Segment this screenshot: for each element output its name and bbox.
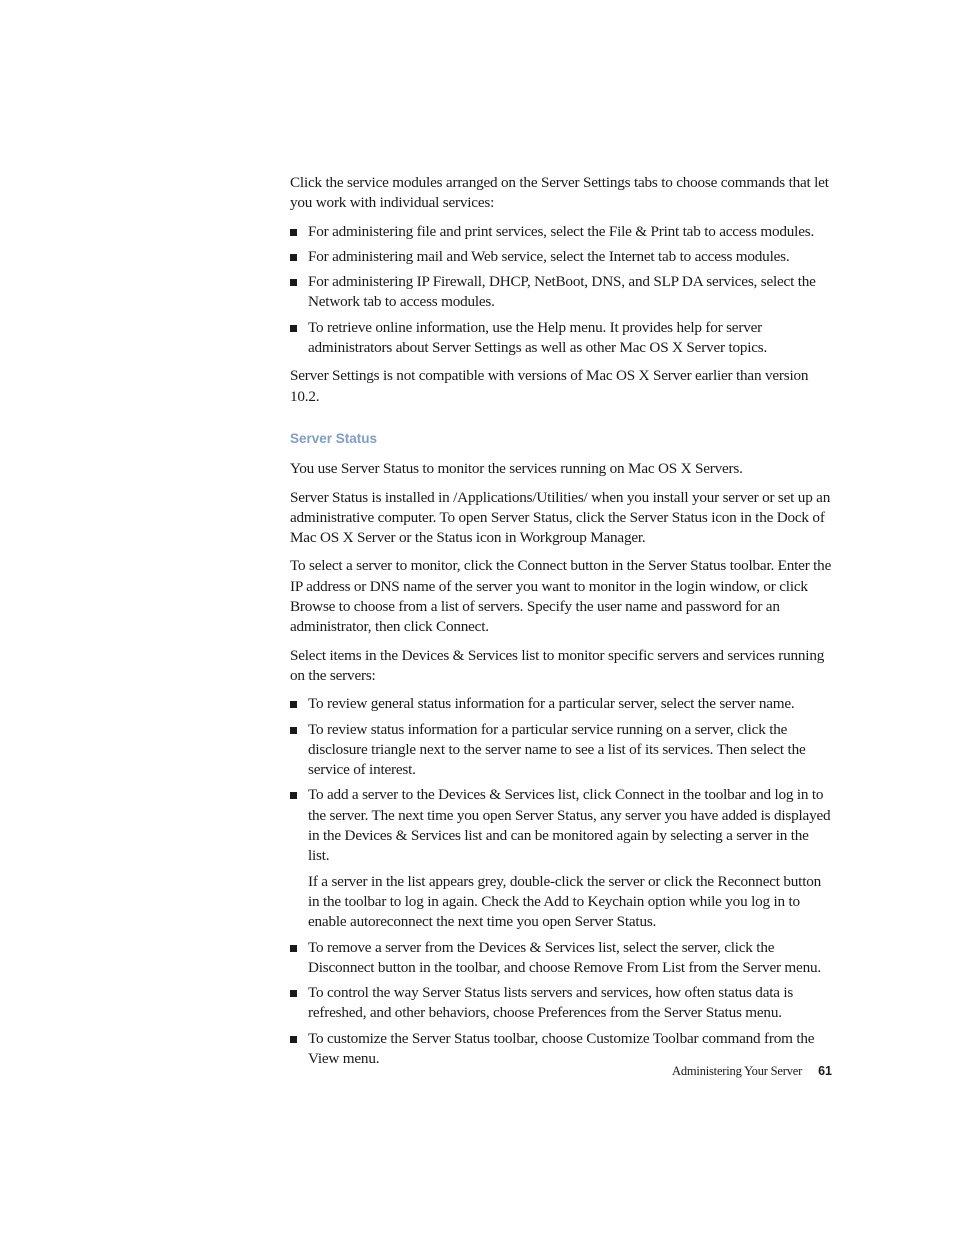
bullet-followup-text: If a server in the list appears grey, double-click the server or click the Reconnect button in the toolbar to log in again. Check the Add to Keychain option while you log in to enable autoreconnect the next time you open Server Status.	[308, 872, 822, 931]
bullet-text: To review general status information for a particular server, select the server name.	[308, 695, 795, 713]
compatibility-note: Server Settings is not compatible with versions of Mac OS X Server earlier than version 10.2.	[290, 367, 809, 405]
bullet-marker	[290, 1036, 297, 1043]
section-paragraph: Server Status is installed in /Applications/Utilities/ when you install your server or set up an administrative computer. To open Server Status, click the Server Status icon in the Dock of Mac OS X Server or the Status icon in Workgroup Manager.	[290, 488, 831, 547]
section-paragraph: You use Server Status to monitor the services running on Mac OS X Servers.	[290, 460, 743, 478]
bullet-text: For administering IP Firewall, DHCP, NetBoot, DNS, and SLP DA services, select the Network tab to access modules.	[308, 273, 816, 311]
bullet-text: To control the way Server Status lists servers and services, how often status data is refreshed, and other behaviors, choose Preferences from the Server Status menu.	[308, 984, 794, 1022]
bullet-marker	[290, 325, 297, 332]
bullet-text: To retrieve online information, use the Help menu. It provides help for server administrators about Server Settings as well as other Mac OS X Server topics.	[308, 318, 768, 357]
bullet-marker	[290, 254, 297, 261]
bullet-marker	[290, 945, 297, 952]
intro-paragraph: Click the service modules arranged on the Server Settings tabs to choose commands that let you work with individual services:	[290, 174, 829, 212]
list-item	[290, 983, 832, 1024]
bullet-text: For administering file and print services, select the File & Print tab to access modules.	[308, 222, 815, 240]
bullet-text: To review status information for a particular service running on a server, click the disclosure triangle next to the server name to see a list of its services. Then select the service of interest.	[308, 720, 806, 779]
list-item	[290, 785, 832, 932]
bullet-marker	[290, 727, 297, 734]
bullet-text: To remove a server from the Devices & Services list, select the server, click the Disconnect button in the toolbar, and choose Remove From List from the Server menu.	[308, 938, 821, 976]
list-item	[290, 720, 832, 781]
section-heading: Server Status	[290, 430, 378, 446]
bullet-marker	[290, 792, 297, 799]
list-item	[290, 272, 832, 313]
bullet-marker	[290, 229, 297, 236]
list-item	[290, 318, 832, 359]
bullet-text: To add a server to the Devices & Services list, click Connect in the toolbar and log in to the server. The next time you open Server Status, any server you have added is displayed in the Devices & Services list and can be monitored again by selecting a server in the list.	[308, 786, 831, 865]
bullet-text: For administering mail and Web service, select the Internet tab to access modules.	[308, 247, 790, 265]
page-footer	[672, 1063, 832, 1079]
intro-bullet-list	[290, 222, 832, 359]
section-paragraph: To select a server to monitor, click the Connect button in the Server Status toolbar. Enter the IP address or DNS name of the server you want to monitor in the login window, or click Browse to choose from a list of servers. Specify the user name and password for an administrator, then click Connect.	[290, 557, 832, 636]
list-item	[290, 694, 832, 714]
page-number: 61	[818, 1064, 832, 1078]
bullet-marker	[290, 990, 297, 997]
list-item	[290, 247, 832, 267]
chapter-title: Administering Your Server	[672, 1064, 803, 1078]
bullet-marker	[290, 279, 297, 286]
section-paragraph: Select items in the Devices & Services list to monitor specific servers and services running on the servers:	[290, 646, 825, 684]
bullet-marker	[290, 701, 297, 708]
bullet-text: To customize the Server Status toolbar, choose Customize Toolbar command from the View menu.	[308, 1029, 815, 1067]
section-bullet-list	[290, 694, 832, 1069]
page-body	[290, 173, 832, 1077]
list-item	[290, 222, 832, 242]
list-item	[290, 938, 832, 979]
